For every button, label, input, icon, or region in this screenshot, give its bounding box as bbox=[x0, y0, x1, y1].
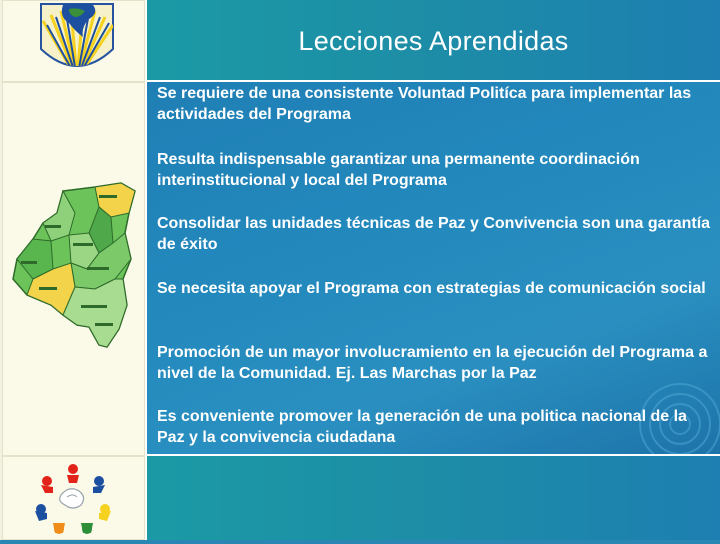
list-item: Se necesita apoyar el Programa con estrategias de comunicación social bbox=[157, 280, 706, 297]
top-emblem-panel bbox=[2, 0, 145, 82]
department-map-icon bbox=[3, 83, 144, 455]
page-title: Lecciones Aprendidas bbox=[298, 26, 569, 56]
list-item: Es conveniente promover la generación de una politica nacional de la Paz y la convivencia ciudadana bbox=[157, 408, 687, 446]
list-item: Resulta indispensable garantizar una permanente coordinación interinstitucional y local del Programa bbox=[157, 151, 640, 189]
bottom-logo-panel bbox=[2, 456, 145, 540]
map-panel bbox=[2, 82, 145, 456]
list-item: Promoción de un mayor involucramiento en la ejecución del Programa a nivel de la Comunidad. Ej. Las Marchas por la Paz bbox=[157, 344, 708, 382]
slide-content bbox=[147, 82, 720, 454]
left-sidebar bbox=[0, 0, 145, 540]
list-item: Se requiere de una consistente Voluntad Politíca para implementar las actividades del Programa bbox=[157, 85, 692, 123]
slide-footer bbox=[147, 456, 720, 540]
slide-header bbox=[147, 0, 720, 80]
list-item: Consolidar las unidades técnicas de Paz y Convivencia son una garantía de éxito bbox=[157, 215, 711, 253]
people-circle-logo-icon bbox=[3, 457, 144, 539]
emblem-globe-rays-icon bbox=[3, 1, 144, 81]
